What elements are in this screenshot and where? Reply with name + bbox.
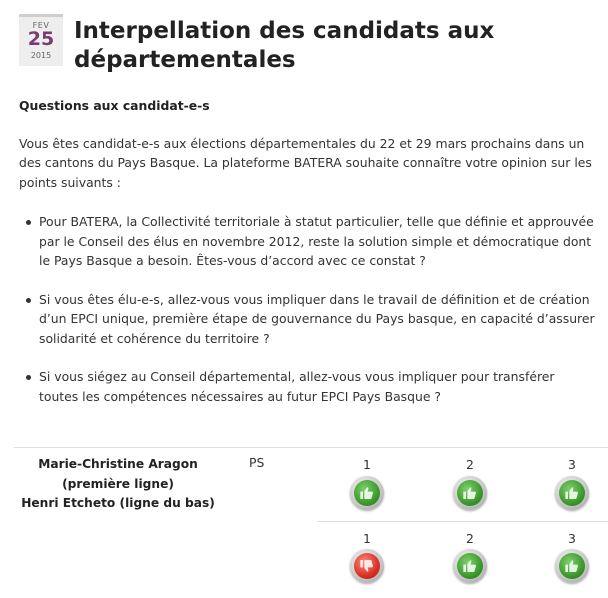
row2-question-number-3: 3 bbox=[568, 531, 576, 546]
row1-vote-2 bbox=[453, 476, 487, 510]
date-year: 2015 bbox=[30, 51, 52, 60]
row2-vote-1 bbox=[350, 549, 384, 583]
table-top-divider bbox=[14, 447, 608, 448]
thumbs-up-icon bbox=[359, 485, 375, 501]
thumbs-up-icon bbox=[462, 558, 478, 574]
questions-list bbox=[19, 212, 597, 406]
row1-question-number-2: 2 bbox=[466, 457, 474, 472]
date-month: FEV bbox=[32, 21, 50, 30]
thumbs-down-icon bbox=[359, 558, 375, 574]
post-date-badge bbox=[19, 14, 63, 66]
row-divider bbox=[318, 521, 608, 522]
date-day: 25 bbox=[27, 28, 55, 50]
row2-vote-2 bbox=[453, 549, 487, 583]
row1-question-number-3: 3 bbox=[568, 457, 576, 472]
intro-paragraph: Vous êtes candidat-e-s aux élections départementales du 22 et 29 mars prochains dans un des cantons du Pays Basque. La plateforme BATERA souhaite connaître votre opinion sur les points suivants : bbox=[19, 135, 592, 190]
row1-vote-1 bbox=[350, 476, 384, 510]
row2-question-number-2: 2 bbox=[466, 531, 474, 546]
row1-vote-3 bbox=[555, 476, 589, 510]
candidate-names bbox=[18, 455, 218, 514]
thumbs-up-icon bbox=[564, 558, 580, 574]
candidate-name-2: Henri Etcheto (ligne du bas) bbox=[21, 496, 215, 510]
question-item-1: Pour BATERA, la Collectivité territoriale à statut particulier, telle que définie et approuvée par le Conseil des élus en novembre 2012, reste la solution simple et démocratique dont le Pays Basque a besoin. Êtes-vous d’accord avec ce constat ? bbox=[39, 212, 597, 271]
questions-subheading: Questions aux candidat-e-s bbox=[19, 98, 210, 113]
question-item-2: Si vous êtes élu-e-s, allez-vous vous impliquer dans le travail de définition et de création d’un EPCI unique, première étape de gouvernance du Pays basque, en capacité d’assurer solidarité et cohérence du territoire ? bbox=[39, 290, 597, 349]
question-item-3: Si vous siégez au Conseil départemental, allez-vous vous impliquer pour transférer toutes les compétences nécessaires au futur EPCI Pays Basque ? bbox=[39, 367, 597, 406]
candidate-name-1: Marie-Christine Aragon bbox=[38, 457, 198, 471]
row2-question-number-1: 1 bbox=[363, 531, 371, 546]
candidate-note-1: (première ligne) bbox=[62, 476, 174, 491]
post-title: Interpellation des candidats aux départementales bbox=[74, 18, 495, 73]
row2-vote-3 bbox=[555, 549, 589, 583]
row1-question-number-1: 1 bbox=[363, 457, 371, 472]
post-content bbox=[19, 96, 597, 425]
thumbs-up-icon bbox=[462, 485, 478, 501]
party-label: PS bbox=[249, 455, 265, 470]
thumbs-up-icon bbox=[564, 485, 580, 501]
